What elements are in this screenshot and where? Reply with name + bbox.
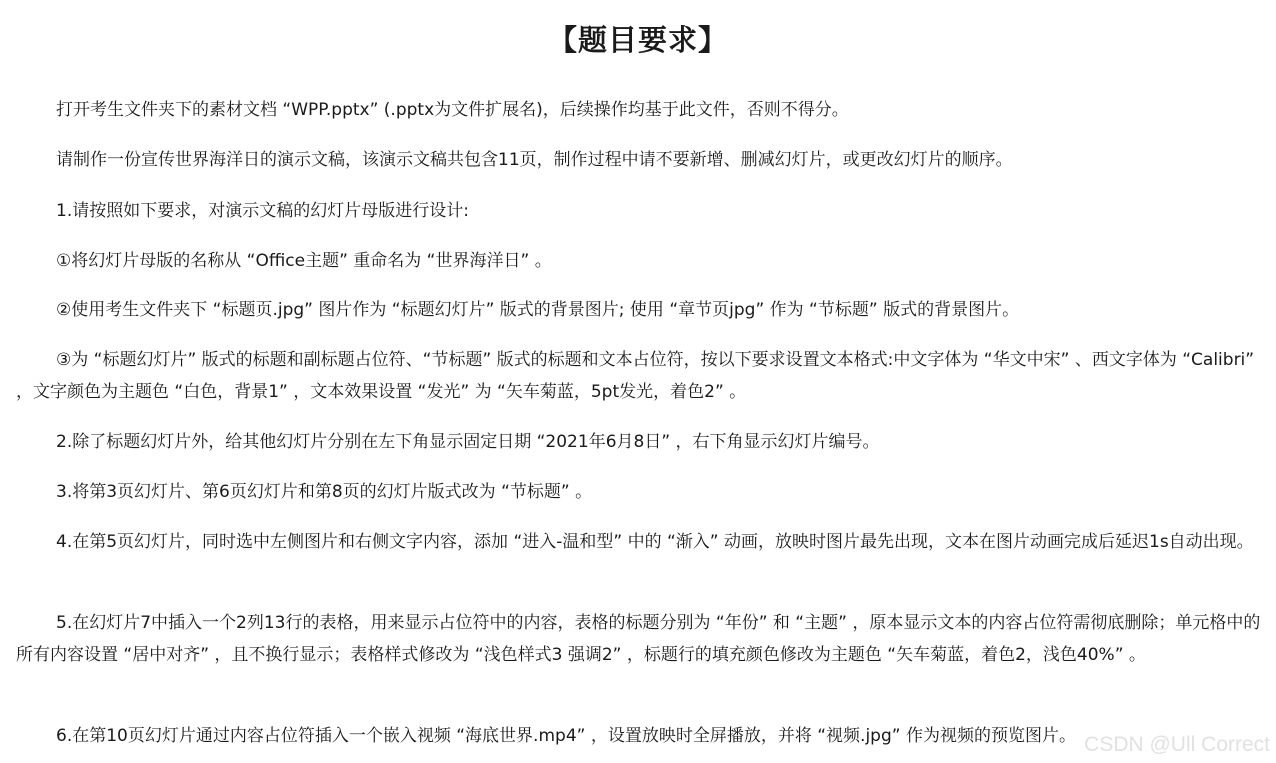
watermark: CSDN @Ull Correct [1084,733,1270,756]
paragraph-item-1-sub-1: ①将幻灯片母版的名称从 “Office主题” 重命名为 “世界海洋日” 。 [56,251,552,271]
paragraph-item-5: 5.在幻灯片7中插入一个2列13行的表格，用来显示占位符中的内容，表格的标题分别为 “年份” 和 “主题” ，原本显示文本的内容占位符需彻底删除；单元格中的所有内容设置 “居中对齐” ，且不换行显示；表格样式修改为 “浅色样式3 强调2” ，标题行的填充颜色修改为主题色 “矢车菊蓝，着色2，浅色40%” 。 [16,613,1261,665]
paragraph-item-1-sub-2: ②使用考生文件夹下 “标题页.jpg” 图片作为 “标题幻灯片” 版式的背景图片; 使用 “章节页jpg” 作为 “节标题” 版式的背景图片。 [56,300,1020,320]
paragraph-item-3: 3.将第3页幻灯片、第6页幻灯片和第8页的幻灯片版式改为 “节标题” 。 [56,482,593,502]
paragraph-intro: 打开考生文件夹下的素材文档 “WPP.pptx” (.pptx为文件扩展名)，后续操作均基于此文件，否则不得分。 [56,100,849,120]
paragraph-item-1-sub-3: ③为 “标题幻灯片” 版式的标题和副标题占位符、“节标题” 版式的标题和文本占位符，按以下要求设置文本格式:中文字体为 “华文中宋” 、西文字体为 “Calibri” ，文字颜色为主题色 “白色，背景1” ，文本效果设置 “发光” 为 “矢车菊蓝，5pt发光，着色2” 。 [16,350,1255,402]
paragraph-item-2: 2.除了标题幻灯片外，给其他幻灯片分别在左下角显示固定日期 “2021年6月8日” ，右下角显示幻灯片编号。 [56,432,880,452]
paragraph-task-overview: 请制作一份宣传世界海洋日的演示文稿，该演示文稿共包含11页，制作过程中请不要新增、删减幻灯片，或更改幻灯片的顺序。 [56,150,1013,170]
page-title: 【题目要求】 [547,23,728,57]
paragraph-item-1: 1.请按照如下要求，对演示文稿的幻灯片母版进行设计: [56,201,469,221]
paragraph-item-4: 4.在第5页幻灯片，同时选中左侧图片和右侧文字内容，添加 “进入-温和型” 中的 “渐入” 动画，放映时图片最先出现，文本在图片动画完成后延迟1s自动出现。 [56,532,1254,552]
paragraph-item-6: 6.在第10页幻灯片通过内容占位符插入一个嵌入视频 “海底世界.mp4” ，设置放映时全屏播放，并将 “视频.jpg” 作为视频的预览图片。 [56,726,1076,746]
